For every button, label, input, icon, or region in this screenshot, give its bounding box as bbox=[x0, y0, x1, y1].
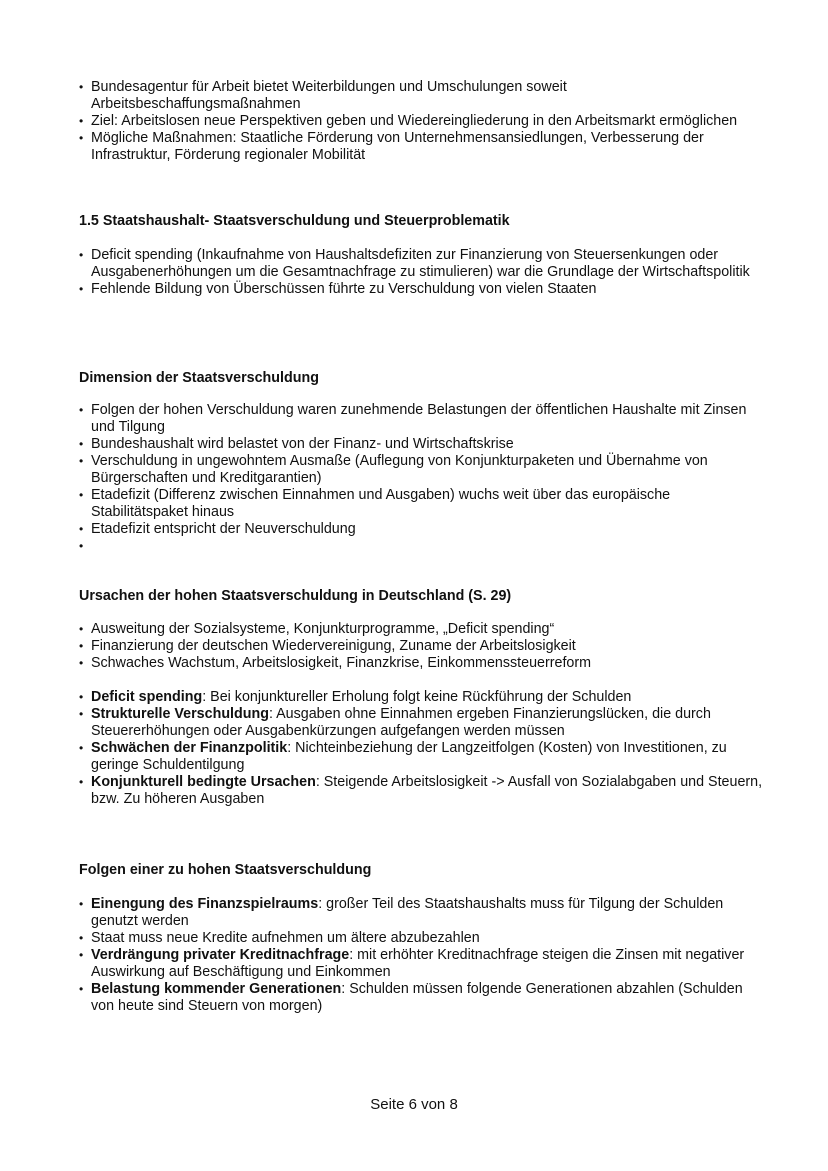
intro-list bbox=[79, 79, 769, 164]
list-item bbox=[79, 706, 769, 740]
description: : Schulden müssen folgende Generationen abzahlen (Schulden von heute sind Steuern von morgen) bbox=[91, 981, 743, 1014]
list-item: • Ausweitung der Sozialsysteme, Konjunkturprogramme, „Deficit spending“ bbox=[79, 621, 769, 638]
list-item: • Folgen der hohen Verschuldung waren zunehmende Belastungen der öffentlichen Haushalte mit Zinsen und Tilgung bbox=[79, 402, 769, 436]
page-number: Seite 6 von 8 bbox=[370, 1096, 458, 1113]
description: : Nichteinbeziehung der Langzeitfolgen (Kosten) von Investitionen, zu geringe Schuldentilgung bbox=[91, 740, 727, 773]
term: Einengung des Finanzspielraums bbox=[91, 896, 319, 912]
list-item: • Etadefizit (Differenz zwischen Einnahmen und Ausgaben) wuchs weit über das europäische Stabilitätspaket hinaus bbox=[79, 487, 769, 521]
term: Strukturelle Verschuldung bbox=[91, 706, 269, 722]
list-item-empty bbox=[79, 538, 769, 555]
list-item: • Deficit spending (Inkaufnahme von Haushaltsdefiziten zur Finanzierung von Steuersenkungen oder Ausgabenerhöhungen um die Gesamtnachfrage zu stimulieren) war die Grundlage der Wirtschaftspolitik bbox=[79, 247, 769, 281]
description: : großer Teil des Staatshaushalts muss für Tilgung der Schulden genutzt werden bbox=[91, 896, 724, 929]
section-heading-folgen: Folgen einer zu hohen Staatsverschuldung bbox=[79, 862, 372, 878]
list-item bbox=[79, 981, 769, 1015]
list-item: • Finanzierung der deutschen Wiedervereinigung, Zuname der Arbeitslosigkeit bbox=[79, 638, 769, 655]
list-item: • Etadefizit entspricht der Neuverschuldung bbox=[79, 521, 769, 538]
list-item bbox=[79, 740, 769, 774]
list-item: • Mögliche Maßnahmen: Staatliche Förderung von Unternehmensansiedlungen, Verbesserung der Infrastruktur, Förderung regionaler Mobilität bbox=[79, 130, 769, 164]
list-item bbox=[79, 774, 769, 808]
term: Schwächen der Finanzpolitik bbox=[91, 740, 288, 756]
list-item bbox=[79, 947, 769, 981]
term: Verdrängung privater Kreditnachfrage bbox=[91, 947, 350, 963]
ursachen-list bbox=[79, 621, 769, 672]
term: Deficit spending bbox=[91, 689, 203, 705]
description: : Bei konjunktureller Erholung folgt keine Rückführung der Schulden bbox=[202, 689, 632, 705]
list-item bbox=[79, 930, 769, 947]
term: Belastung kommender Generationen bbox=[91, 981, 342, 997]
list-item bbox=[79, 896, 769, 930]
list-item: • Schwaches Wachstum, Arbeitslosigkeit, Finanzkrise, Einkommenssteuerreform bbox=[79, 655, 769, 672]
list-item: • Bundeshaushalt wird belastet von der Finanz- und Wirtschaftskrise bbox=[79, 436, 769, 453]
section-heading-ursachen: Ursachen der hohen Staatsverschuldung in Deutschland (S. 29) bbox=[79, 588, 512, 604]
section-1-5-list bbox=[79, 247, 769, 298]
term: Konjunkturell bedingte Ursachen bbox=[91, 774, 316, 790]
description: : Steigende Arbeitslosigkeit -> Ausfall von Sozialabgaben und Steuern, bzw. Zu höheren Ausgaben bbox=[91, 774, 763, 807]
list-item bbox=[79, 689, 769, 706]
section-heading-1-5: 1.5 Staatshaushalt- Staatsverschuldung und Steuerproblematik bbox=[79, 213, 510, 229]
dimension-list bbox=[79, 402, 769, 555]
list-item: • Fehlende Bildung von Überschüssen führte zu Verschuldung von vielen Staaten bbox=[79, 281, 769, 298]
folgen-list bbox=[79, 896, 769, 1015]
section-heading-dimension: Dimension der Staatsverschuldung bbox=[79, 370, 319, 386]
list-item: • Bundesagentur für Arbeit bietet Weiterbildungen und Umschulungen soweit Arbeitsbeschaffungsmaßnahmen bbox=[79, 79, 769, 113]
description: : Ausgaben ohne Einnahmen ergeben Finanzierungslücken, die durch Steuererhöhungen oder Ausgabenkürzungen aufgefangen werden müssen bbox=[91, 706, 711, 739]
list-item: • Verschuldung in ungewohntem Ausmaße (Auflegung von Konjunkturpaketen und Übernahme von Bürgerschaften und Kreditgarantien) bbox=[79, 453, 769, 487]
description: Staat muss neue Kredite aufnehmen um ältere abzubezahlen bbox=[91, 930, 480, 946]
description: : mit erhöhter Kreditnachfrage steigen die Zinsen mit negativer Auswirkung auf Beschäftigung und Einkommen bbox=[91, 947, 745, 980]
ursachen-detail-list bbox=[79, 689, 769, 808]
list-item: • Ziel: Arbeitslosen neue Perspektiven geben und Wiedereingliederung in den Arbeitsmarkt ermöglichen bbox=[79, 113, 769, 130]
